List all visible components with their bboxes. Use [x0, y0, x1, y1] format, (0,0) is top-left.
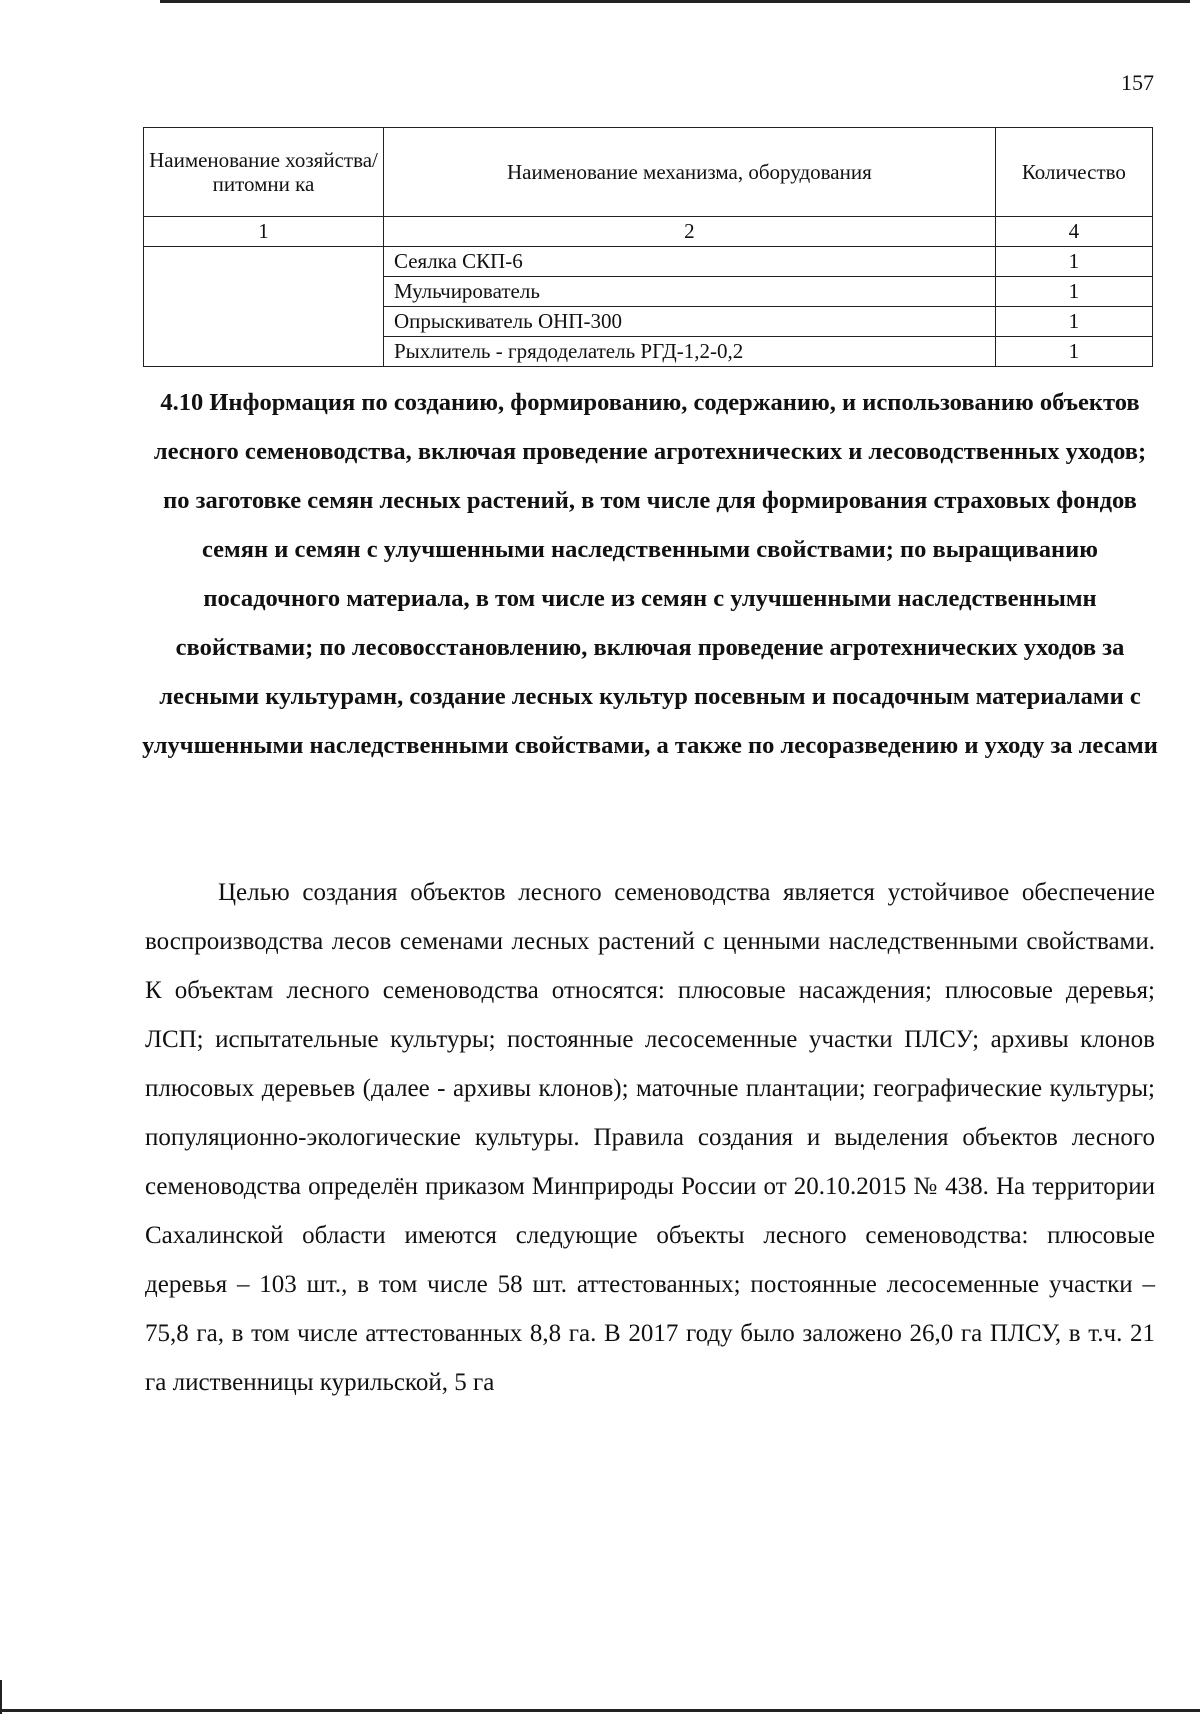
header-equipment: Наименование механизма, оборудования — [383, 128, 995, 217]
section-heading: 4.10 Информация по созданию, формированию, содержанию, и использованию объектов лесного семеноводства, включая проведение агротехнических и лесоводственных уходов; по заготовке семян лесных растений, в том числе для формирования страховых фондов семян и семян с улучшенными наследственными свойствами; по выращиванию посадочного материала, в том числе из семян с улучшенными наследственнымн свойствами; по лесовосстановлению, включая проведение агротехнических уходов за лесными культурамн, создание лесных культур посевным и посадочным материалами с улучшенными наследственными свойствами, а также по лесоразведению и уходу за лесами — [142, 389, 1158, 759]
quantity-cell: 1 — [995, 247, 1152, 277]
scan-top-border — [160, 0, 1190, 3]
quantity-cell: 1 — [995, 307, 1152, 337]
scan-bottom-border — [0, 1709, 1200, 1712]
equipment-cell: Опрыскиватель ОНП-300 — [383, 307, 995, 337]
table-row — [144, 247, 1153, 277]
page-number: 157 — [1121, 70, 1154, 95]
column-number: 1 — [144, 217, 384, 247]
equipment-cell: Сеялка СКП-6 — [383, 247, 995, 277]
body-paragraph: Целью создания объектов лесного семеноводства является устойчивое обеспечение воспроизводства лесов семенами лесных растений с ценными наследственными свойствами. К объектам лесного семеноводства относятся: плюсовые насаждения; плюсовые деревья; ЛСП; испытательные культуры; постоянные лесосеменные участки ПЛСУ; архивы клонов плюсовых деревьев (далее - архивы клонов); маточные плантации; географические культуры; популяционно-экологические культуры. Правила создания и выделения объектов лесного семеноводства определён приказом Минприроды России от 20.10.2015 № 438. На территории Сахалинской области имеются следующие объекты лесного семеноводства: плюсовые деревья – 103 шт., в том числе 58 шт. аттестованных; постоянные лесосеменные участки – 75,8 га, в том числе аттестованных 8,8 га. В 2017 году было заложено 26,0 га ПЛСУ, в т.ч. 21 га лиственницы курильской, 5 га — [145, 879, 1155, 1396]
column-number-row — [144, 217, 1153, 247]
header-farm: Наименование хозяйства/питомни ка — [144, 128, 384, 217]
equipment-table — [143, 127, 1153, 367]
equipment-cell: Мульчирователь — [383, 277, 995, 307]
column-number: 4 — [995, 217, 1152, 247]
column-number: 2 — [383, 217, 995, 247]
quantity-cell: 1 — [995, 277, 1152, 307]
equipment-cell: Рыхлитель - грядоделатель РГД-1,2-0,2 — [383, 337, 995, 367]
quantity-cell: 1 — [995, 337, 1152, 367]
table-header-row — [144, 128, 1153, 217]
farm-cell — [144, 247, 384, 367]
header-quantity: Количество — [995, 128, 1152, 217]
